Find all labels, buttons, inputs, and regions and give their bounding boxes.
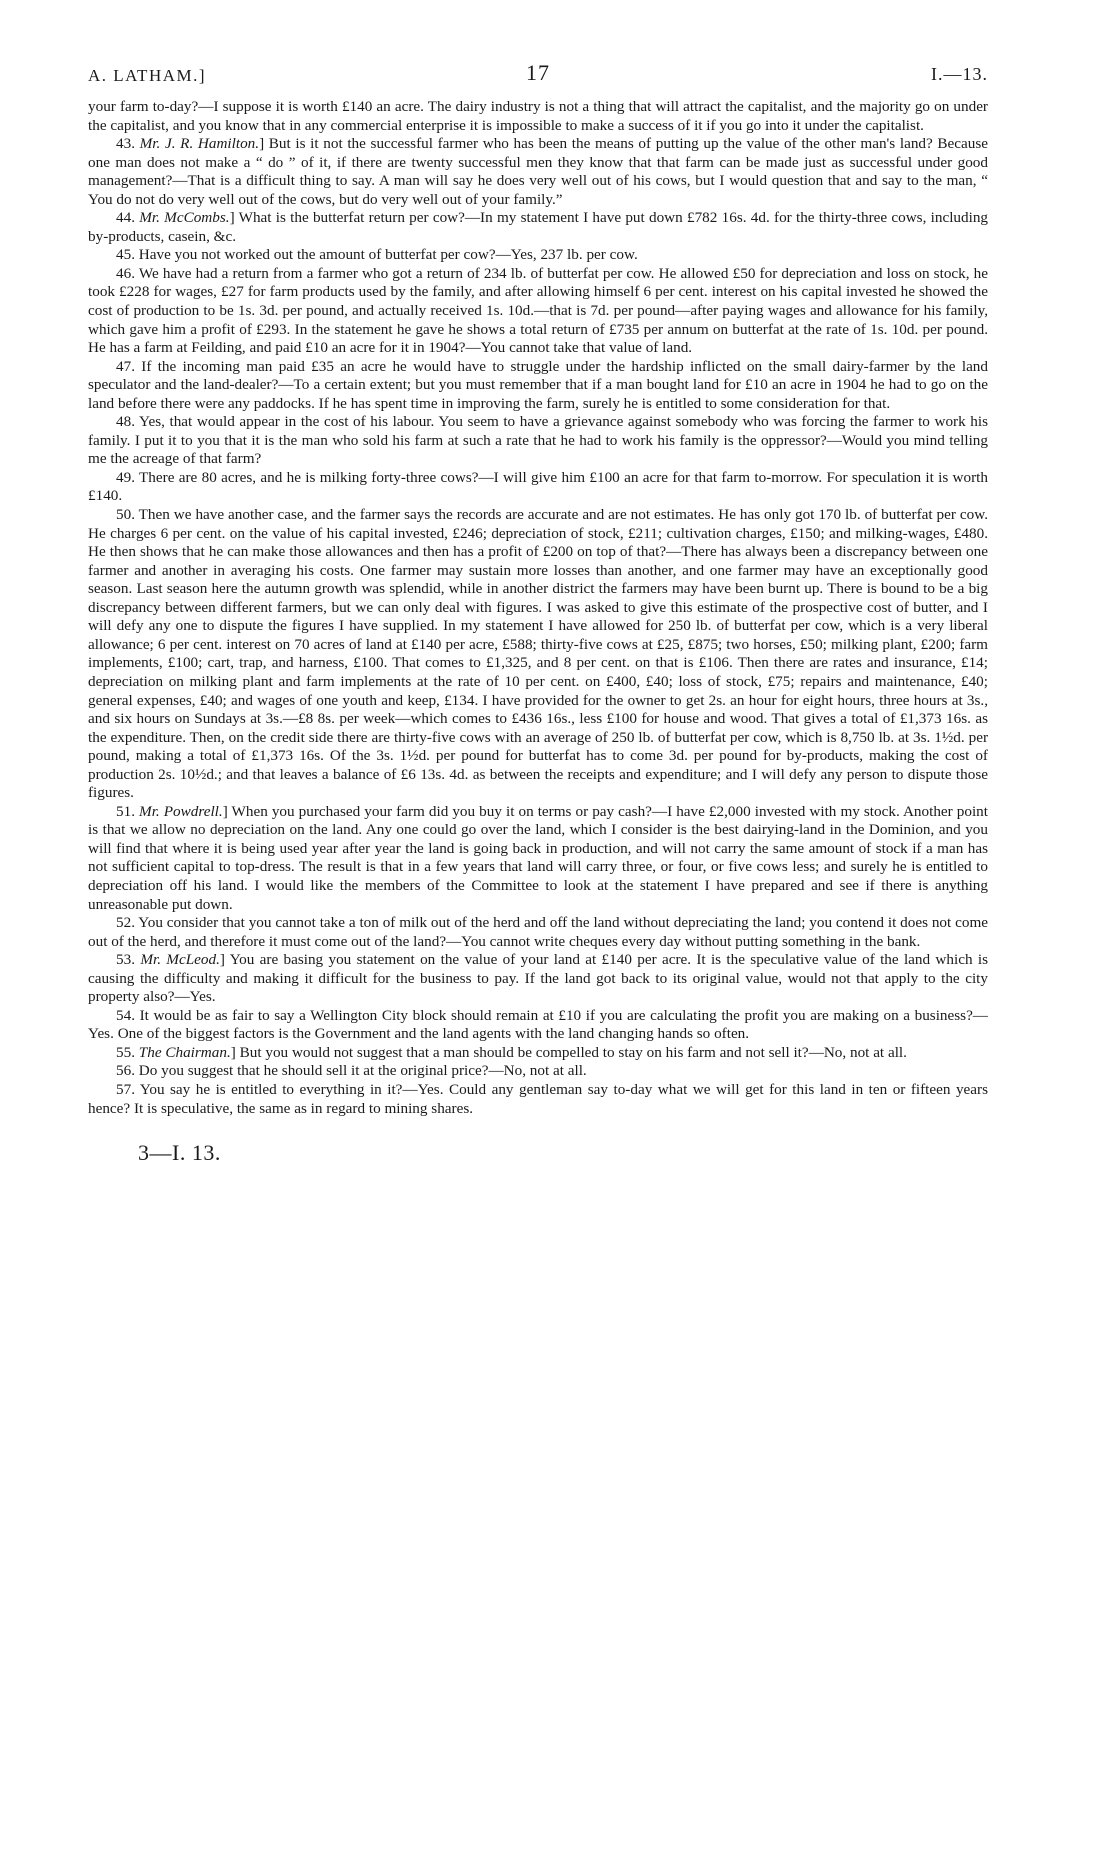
evidence-paragraph: [88, 1081, 988, 1118]
paragraph-text: You say he is entitled to everything in it?—Yes. Could any gentleman say to-day what we will get for this land in ten or fifteen years hence? It is speculative, the same as in regard to mining shares.: [88, 1080, 988, 1117]
question-number: 56.: [116, 1062, 135, 1080]
question-number: 49.: [116, 468, 135, 486]
paragraph-text: Then we have another case, and the farmer says the records are accurate and are not estimates. He has only got 170 lb. of butterfat per cow. He charges 6 per cent. on the value of his capital invested, £246; depreciation of stock, £211; cultivation charges, £150; and milking-wages, £480. He then shows that he can make those allowances and then has a profit of £200 on top of that?—There has always been a discrepancy between one farmer and another in averaging his costs. One farmer may sustain more losses than another, and one farmer may have an exceptionally good season. Last season here the autumn growth was splendid, while in another district the farmers may have been burnt up. There is bound to be a big discrepancy between different farmers, but we can only deal with figures. I was asked to give this estimate of the prospective cost of butter, and I will defy any one to dispute the figures I have supplied. In my statement I have allowed for 250 lb. of butterfat per cow, which is a very liberal allowance; 6 per cent. interest on 70 acres of land at £140 per acre, £588; thirty-five cows at £25, £875; two horses, £50; milking plant, £200; farm implements, £100; cart, trap, and harness, £100. That comes to £1,325, and 8 per cent. on that is £106. Then there are rates and insurance, £14; depreciation on milking plant and farm implements at the rate of 10 per cent. on £400, £40; loss of stock, £75; repairs and maintenance, £40; general expenses, £40; and wages of one youth and keep, £134. I have provided for the owner to get 2s. an hour for eight hours, three hours at 3s., and six hours on Sundays at 3s.—£8 8s. per week—which comes to £436 16s., less £100 for house and wood. That gives a total of £1,373 16s. as the expenditure. Then, on the credit side there are thirty-five cows with an average of 250 lb. of butterfat per cow, which is 8,750 lb. at 3s. 1½d. per pound, making a total of £1,373 16s. Of the 3s. 1½d. per pound for butterfat has to come 3d. per pound for by-products, making the cost of production 2s. 10½d.; and that leaves a balance of £6 13s. 4d. as between the receipts and expenditure; and I will defy any person to dispute those figures.: [88, 506, 988, 802]
paragraph-text: ] You are basing you statement on the value of your land at £140 per acre. It is the speculative value of the land which is causing the difficulty and making it difficult for the business to pay. If the land got back to its original value, would not that apply to the city property also?—Yes.: [88, 951, 988, 1006]
evidence-paragraph: [88, 469, 988, 506]
question-number: 51.: [116, 802, 135, 820]
evidence-paragraph: [88, 803, 988, 914]
paragraph-text: ] But is it not the successful farmer who has been the means of putting up the value of the other man's land? Because one man does not make a “ do ” of it, if there are twenty successful men they know that that farm can be made just as successful under good management?—That is a difficult thing to say. A man will say he does very well out of his cows, but I would question that and say to the man, “ You do not do very well out of the cows, but do very well out of your family.”: [88, 135, 988, 208]
speaker-name: Mr. Powdrell.: [139, 802, 223, 820]
document-page: [88, 60, 988, 1820]
speaker-name: Mr. J. R. Hamilton.: [139, 135, 260, 153]
evidence-paragraph: [88, 413, 988, 469]
evidence-paragraph: [88, 358, 988, 414]
question-number: 44.: [116, 209, 135, 227]
page-number: 17: [526, 60, 550, 85]
paragraph-text: your farm to-day?—I suppose it is worth £140 an acre. The dairy industry is not a thing that will attract the capitalist, and the majority go on under the capitalist, and you know that in any commercial enterprise it is impossible to make a success of it if you go into it under the capitalist.: [88, 98, 988, 134]
paragraph-text: Yes, that would appear in the cost of his labour. You seem to have a grievance against somebody who was forcing the farmer to work his family. I put it to you that it is the man who sold his farm at such a rate that he had to work his family is the oppressor?—Would you mind telling me the acreage of that farm?: [88, 413, 988, 468]
evidence-body: [88, 98, 988, 1118]
evidence-paragraph: [88, 506, 988, 803]
question-number: 45.: [116, 246, 135, 264]
speaker-name: Mr. McCombs.: [139, 209, 230, 227]
evidence-paragraph: [88, 135, 988, 209]
paragraph-text: ] But you would not suggest that a man should be compelled to stay on his farm and not sell it?—No, not at all.: [230, 1043, 907, 1061]
question-number: 57.: [116, 1080, 135, 1098]
evidence-paragraph: [88, 1062, 988, 1081]
speaker-name: Mr. McLeod.: [140, 951, 220, 969]
evidence-paragraph: [88, 98, 988, 135]
question-number: 54.: [116, 1006, 135, 1024]
evidence-paragraph: [88, 209, 988, 246]
paragraph-text: ] What is the butterfat return per cow?—In my statement I have put down £782 16s. 4d. for the thirty-three cows, including by-products, casein, &c.: [88, 209, 988, 245]
question-number: 48.: [116, 413, 135, 431]
speaker-name: The Chairman.: [138, 1043, 231, 1061]
evidence-paragraph: [88, 1044, 988, 1063]
evidence-paragraph: [88, 1007, 988, 1044]
paragraph-text: Have you not worked out the amount of butterfat per cow?—Yes, 237 lb. per cow.: [138, 246, 638, 264]
question-number: 53.: [116, 951, 135, 969]
running-head: [88, 60, 988, 90]
paragraph-text: You consider that you cannot take a ton of milk out of the herd and off the land without depreciating the land; you contend it does not come out of the herd, and therefore it must come out of the land?—You cannot write cheques every day without putting something in the bank.: [88, 914, 988, 950]
paragraph-text: We have had a return from a farmer who got a return of 234 lb. of butterfat per cow. He allowed £50 for depreciation and loss on stock, he took £228 for wages, £27 for farm products used by the family, and after allowing himself 6 per cent. interest on his capital invested he showed the cost of production to be 1s. 3d. per pound, and actually received 1s. 10d.—that is 7d. per pound—after paying wages and allowance for his family, which gave him a profit of £293. In the statement he gave he shows a total return of £735 per annum on butterfat at the rate of 1s. 10d. per pound. He has a farm at Feilding, and paid £10 an acre for it in 1904?—You cannot take that value of land.: [88, 264, 988, 357]
signature-mark: 3—I. 13.: [138, 1140, 221, 1166]
question-number: 46.: [116, 264, 135, 282]
evidence-paragraph: [88, 951, 988, 1007]
paragraph-text: If the incoming man paid £35 an acre he would have to struggle under the hardship inflicted on the small dairy-farmer by the land speculator and the land-dealer?—To a certain extent; but you must remember that if a man bought land for £10 an acre in 1904 he had to go on the land before there were any paddocks. If he has spent time in improving the farm, surely he is entitled to some consideration for that.: [88, 357, 988, 412]
evidence-paragraph: [88, 246, 988, 265]
paragraph-text: Do you suggest that he should sell it at the original price?—No, not at all.: [138, 1062, 587, 1080]
evidence-paragraph: [88, 914, 988, 951]
question-number: 52.: [116, 914, 135, 932]
paper-reference: I.—13.: [931, 64, 988, 84]
evidence-paragraph: [88, 265, 988, 358]
paragraph-text: It would be as fair to say a Wellington City block should remain at £10 if you are calculating the profit you are making on a business?—Yes. One of the biggest factors is the Government and the land agents with the land changing hands so often.: [88, 1006, 988, 1043]
paragraph-text: ] When you purchased your farm did you buy it on terms or pay cash?—I have £2,000 invested with my stock. Another point is that we allow no depreciation on the land. Any one could go over the land, which I consider is the best dairying-land in the Dominion, and you will find that where it is being used year after year the land is going back in production, and will not carry the same amount of stock if a man has not sufficient capital to top-dress. The result is that in a few years that land will carry three, or four, or five cows less; and surely he is entitled to depreciation off his land. I would like the members of the Committee to look at the statement I have prepared and see if there is anything unreasonable put down.: [88, 802, 988, 913]
running-head-witness: A. LATHAM.]: [88, 66, 207, 85]
question-number: 50.: [116, 506, 135, 524]
question-number: 55.: [116, 1043, 135, 1061]
question-number: 43.: [116, 135, 135, 153]
paragraph-text: There are 80 acres, and he is milking forty-three cows?—I will give him £100 an acre for that farm to-morrow. For speculation it is worth £140.: [88, 468, 988, 505]
question-number: 47.: [116, 357, 135, 375]
